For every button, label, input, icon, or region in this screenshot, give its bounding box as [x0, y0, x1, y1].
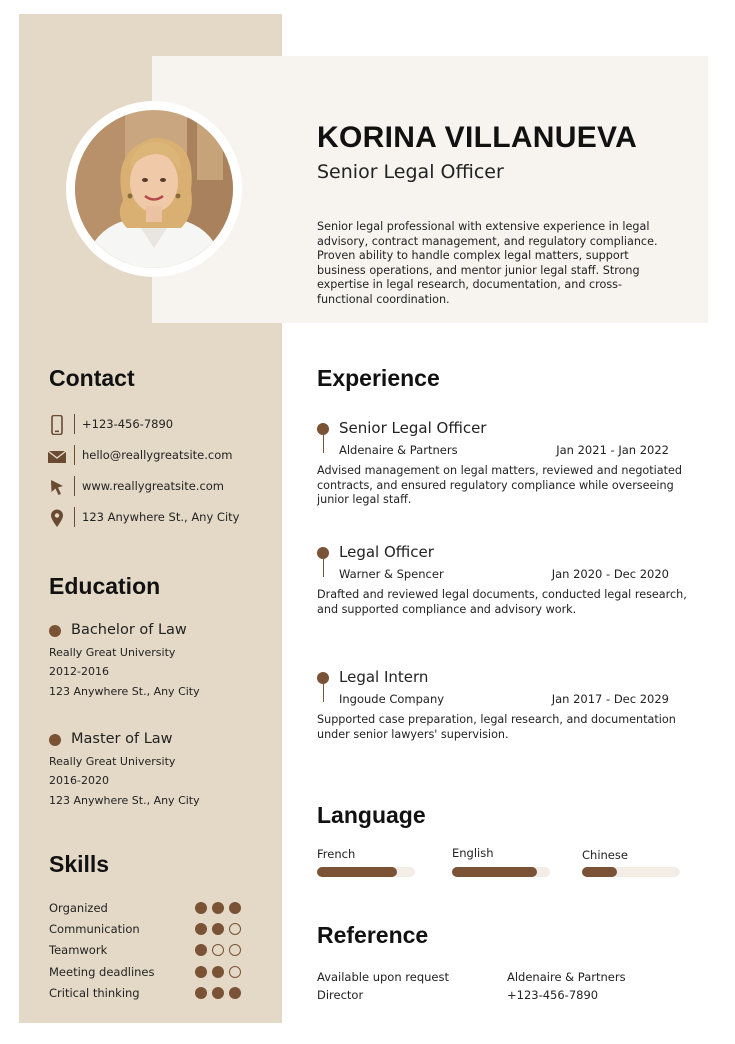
skill-dot-empty — [229, 923, 241, 935]
company-name: Ingoude Company — [339, 692, 445, 706]
proficiency-fill — [452, 867, 537, 877]
school-address: 123 Anywhere St., Any City — [49, 794, 200, 807]
skill-dot-filled — [212, 902, 224, 914]
contact-divider — [74, 414, 75, 434]
bullet-dot — [49, 625, 61, 637]
position-title: Legal Intern — [339, 668, 429, 686]
skill-rating — [195, 966, 255, 980]
language-item — [317, 847, 415, 879]
contact-divider — [74, 445, 75, 465]
contact-website — [48, 476, 268, 498]
skill-dot-filled — [195, 966, 207, 978]
language-name: Chinese — [582, 848, 628, 862]
school-name: Really Great University — [49, 646, 176, 659]
experience-heading: Experience — [317, 365, 440, 391]
position-title: Legal Officer — [339, 543, 434, 561]
skill-row — [49, 965, 249, 981]
skill-name: Organized — [49, 901, 108, 915]
skill-row — [49, 922, 249, 938]
proficiency-bar — [452, 867, 550, 877]
proficiency-bar — [317, 867, 415, 877]
language-name: French — [317, 847, 356, 861]
profile-photo — [75, 110, 233, 268]
contact-address — [48, 507, 268, 529]
skill-dot-empty — [229, 966, 241, 978]
contact-divider — [74, 476, 75, 496]
bullet-dot — [49, 734, 61, 746]
address-text: 123 Anywhere St., Any City — [82, 510, 240, 524]
timeline-pin-icon — [317, 672, 329, 702]
skill-rating — [195, 944, 255, 958]
reference-heading: Reference — [317, 922, 429, 948]
skill-row — [49, 901, 249, 917]
experience-item — [317, 419, 689, 509]
skills-heading: Skills — [49, 851, 110, 877]
proficiency-fill — [317, 867, 397, 877]
skill-dot-filled — [195, 902, 207, 914]
language-heading: Language — [317, 802, 426, 828]
skill-name: Teamwork — [49, 943, 108, 957]
proficiency-fill — [582, 867, 617, 877]
skill-name: Communication — [49, 922, 140, 936]
timeline-pin-icon — [317, 547, 329, 577]
proficiency-bar — [582, 867, 680, 877]
skill-dot-filled — [195, 987, 207, 999]
contact-email — [48, 445, 268, 467]
reference-company: Aldenaire & Partners — [507, 970, 626, 984]
website-text[interactable]: www.reallygreatsite.com — [82, 479, 225, 493]
skill-rating — [195, 987, 255, 1001]
skill-dot-filled — [212, 987, 224, 999]
study-years: 2016-2020 — [49, 774, 109, 787]
education-item — [48, 731, 268, 811]
reference-availability: Available upon request — [317, 970, 449, 984]
skill-name: Meeting deadlines — [49, 965, 155, 979]
education-item — [48, 622, 268, 702]
skill-dot-filled — [195, 944, 207, 956]
experience-item — [317, 668, 689, 741]
profile-summary: Senior legal professional with extensive experience in legal advisory, contract management, and regulatory compliance. Proven ability to handle complex legal matters, support business operations, and mentor junior legal staff. Strong expertise in legal research, documentation, and cross-functional coordination. — [317, 220, 658, 306]
skill-dot-empty — [229, 944, 241, 956]
skill-dot-empty — [212, 944, 224, 956]
study-years: 2012-2016 — [49, 665, 109, 678]
skill-rating — [195, 923, 255, 937]
skill-dot-filled — [212, 923, 224, 935]
school-address: 123 Anywhere St., Any City — [49, 685, 200, 698]
reference-phone[interactable]: +123-456-7890 — [507, 988, 599, 1002]
company-name: Aldenaire & Partners — [339, 443, 458, 457]
experience-item — [317, 543, 689, 616]
degree-name: Master of Law — [71, 731, 173, 747]
employment-dates: Jan 2017 - Dec 2029 — [551, 692, 669, 706]
employment-dates: Jan 2020 - Dec 2020 — [551, 567, 669, 581]
education-heading: Education — [49, 573, 161, 599]
skill-dot-filled — [229, 902, 241, 914]
email-text[interactable]: hello@reallygreatsite.com — [82, 448, 233, 462]
skill-rating — [195, 902, 255, 916]
company-name: Warner & Spencer — [339, 567, 444, 581]
language-item — [582, 848, 680, 880]
position-description: Supported case preparation, legal research, and documentation under senior lawyers' supervision. — [317, 713, 676, 741]
mail-icon — [48, 446, 66, 466]
language-name: English — [452, 846, 494, 860]
contact-heading: Contact — [49, 365, 135, 391]
skill-row — [49, 943, 249, 959]
reference-position: Director — [317, 988, 364, 1002]
employment-dates: Jan 2021 - Jan 2022 — [556, 443, 669, 457]
cursor-icon — [48, 477, 66, 497]
job-title: Senior Legal Officer — [317, 161, 504, 183]
language-item — [452, 846, 550, 879]
contact-divider — [74, 507, 75, 527]
skill-row — [49, 986, 249, 1002]
degree-name: Bachelor of Law — [71, 622, 187, 638]
position-description: Advised management on legal matters, reviewed and negotiated contracts, and ensured regulatory compliance while overseeing junior legal staff. — [317, 464, 682, 506]
candidate-name: KORINA VILLANUEVA — [317, 121, 638, 154]
school-name: Really Great University — [49, 755, 176, 768]
skill-dot-filled — [229, 987, 241, 999]
portrait-illustration — [75, 110, 233, 268]
position-description: Drafted and reviewed legal documents, conducted legal research, and supported compliance and advisory work. — [317, 588, 687, 616]
phone-text[interactable]: +123-456-7890 — [82, 417, 174, 431]
phone-icon — [48, 415, 66, 435]
skill-dot-filled — [212, 966, 224, 978]
location-pin-icon — [48, 508, 66, 528]
skill-dot-filled — [195, 923, 207, 935]
skill-name: Critical thinking — [49, 986, 140, 1000]
position-title: Senior Legal Officer — [339, 419, 487, 437]
contact-phone — [48, 414, 268, 436]
timeline-pin-icon — [317, 423, 329, 453]
